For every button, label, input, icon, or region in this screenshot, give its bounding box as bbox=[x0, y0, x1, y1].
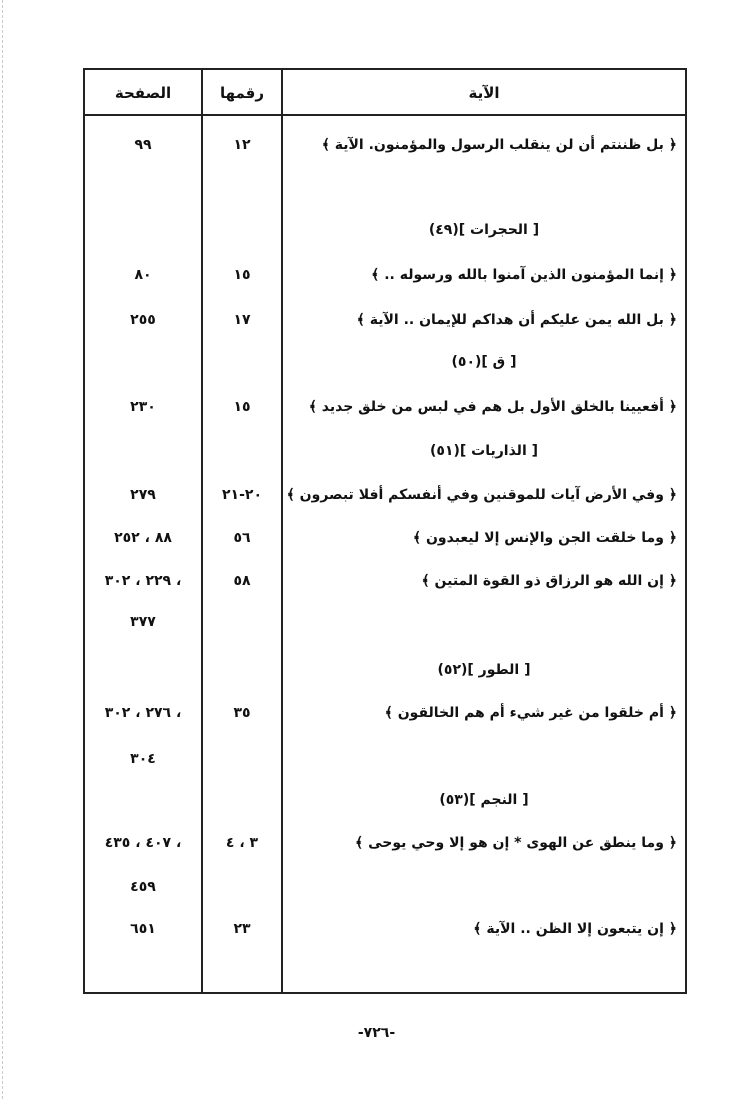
surah-heading bbox=[85, 655, 685, 685]
table-row bbox=[85, 305, 685, 335]
surah-heading bbox=[85, 785, 685, 815]
surah-title: [ ق ](٥٠) bbox=[451, 354, 517, 370]
page-ref-continuation-row bbox=[85, 872, 685, 902]
verse-number: ١٧ bbox=[233, 312, 251, 328]
table-row bbox=[85, 130, 685, 160]
page-ref: ٢٧٩ bbox=[130, 487, 156, 503]
verse-text: ﴿ وما خلقت الجن والإنس إلا ليعبدون ﴾ bbox=[412, 530, 677, 546]
table-row bbox=[85, 698, 685, 728]
surah-heading bbox=[85, 347, 685, 377]
table-row bbox=[85, 828, 685, 858]
page-edge-guide bbox=[2, 0, 3, 1099]
verse-number: ١٢ bbox=[233, 137, 251, 153]
page-ref: ٢٢٩ ، ٣٠٢ ، bbox=[104, 573, 182, 589]
page-ref: ٢٥٥ bbox=[130, 312, 156, 328]
verse-text: ﴿ بل الله يمن عليكم أن هداكم للإيمان .. الآية ﴾ bbox=[356, 312, 677, 328]
table-row bbox=[85, 392, 685, 422]
table-row bbox=[85, 914, 685, 944]
surah-heading bbox=[85, 215, 685, 245]
surah-heading bbox=[85, 436, 685, 466]
verse-text: ﴿ إن الله هو الرزاق ذو القوة المتين ﴾ bbox=[421, 573, 677, 589]
page-ref: ٦٥١ bbox=[130, 921, 156, 937]
header-verse: الآية bbox=[468, 84, 500, 102]
verse-number: ٥٦ bbox=[233, 530, 251, 546]
header-page: الصفحة bbox=[114, 84, 172, 102]
verse-index-table bbox=[83, 68, 687, 994]
page-ref: ٢٧٦ ، ٣٠٢ ، bbox=[104, 705, 182, 721]
verse-number: ١٥ bbox=[233, 399, 251, 415]
verse-text: ﴿ إنما المؤمنون الذين آمنوا بالله ورسوله .. ﴾ bbox=[371, 267, 677, 283]
table-row bbox=[85, 523, 685, 553]
table-row bbox=[85, 260, 685, 290]
verse-number: ٢٣ bbox=[233, 921, 251, 937]
surah-title: [ الحجرات ](٤٩) bbox=[428, 222, 540, 238]
page-ref-continuation-row bbox=[85, 607, 685, 637]
verse-number: ٣ ، ٤ bbox=[225, 835, 259, 851]
verse-text: ﴿ بل ظننتم أن لن ينقلب الرسول والمؤمنون. الآية ﴾ bbox=[321, 137, 677, 153]
surah-title: [ النجم ](٥٣) bbox=[439, 792, 529, 808]
page-ref: ٨٠ bbox=[134, 267, 152, 283]
verse-text: ﴿ وفي الأرض آيات للموقنين وفي أنفسكم أفلا تبصرون ﴾ bbox=[286, 487, 677, 503]
page-ref-continuation-row bbox=[85, 744, 685, 774]
page-ref: ٢٣٠ bbox=[130, 399, 156, 415]
page-number: -٧٢٦- bbox=[357, 1025, 396, 1041]
page-ref-continuation: ٣٠٤ bbox=[130, 751, 156, 767]
verse-text: ﴿ أفعيينا بالخلق الأول بل هم في لبس من خلق جديد ﴾ bbox=[308, 399, 677, 415]
page-ref: ٨٨ ، ٢٥٢ bbox=[114, 530, 172, 546]
table-row bbox=[85, 480, 685, 510]
verse-text: ﴿ أم خلقوا من غير شيء أم هم الخالقون ﴾ bbox=[384, 705, 677, 721]
verse-number: ٣٥ bbox=[233, 705, 251, 721]
page-ref: ٤٠٧ ، ٤٣٥ ، bbox=[104, 835, 182, 851]
table-row bbox=[85, 566, 685, 596]
page-ref-continuation: ٤٥٩ bbox=[130, 879, 156, 895]
page-ref-continuation: ٣٧٧ bbox=[130, 614, 156, 630]
surah-title: [ الطور ](٥٢) bbox=[437, 662, 531, 678]
header-divider bbox=[85, 114, 685, 116]
header-number: رقمها bbox=[219, 84, 265, 102]
surah-title: [ الذاريات ](٥١) bbox=[429, 443, 539, 459]
verse-text: ﴿ إن يتبعون إلا الظن .. الآية ﴾ bbox=[473, 921, 677, 937]
verse-text: ﴿ وما ينطق عن الهوى * إن هو إلا وحي يوحى ﴾ bbox=[355, 835, 677, 851]
verse-number: ٢٠-٢١ bbox=[222, 487, 262, 503]
page-ref: ٩٩ bbox=[134, 137, 152, 153]
verse-number: ٥٨ bbox=[233, 573, 251, 589]
verse-number: ١٥ bbox=[233, 267, 251, 283]
